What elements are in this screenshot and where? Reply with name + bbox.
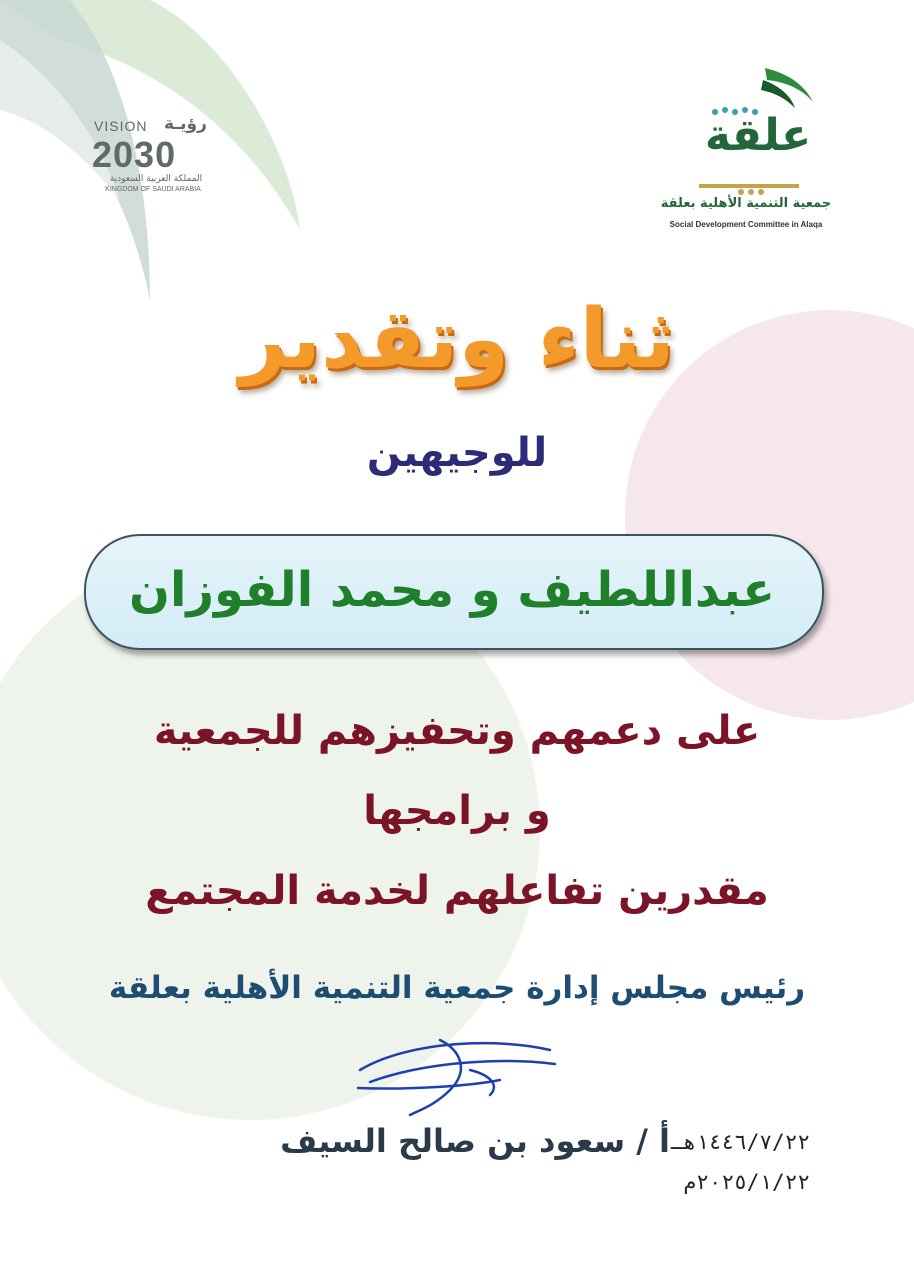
- reason-line-2: و برامجها: [363, 788, 551, 834]
- reason-line-1: على دعمهم وتحفيزهم للجمعية: [153, 708, 761, 754]
- org-name-english: Social Development Committee in Alaqa: [669, 220, 823, 229]
- vision-word: VISION: [94, 118, 148, 134]
- chairman-title: رئيس مجلس إدارة جمعية التنمية الأهلية بعلقة: [108, 970, 806, 1006]
- vision-kingdom-en: KINGDOM OF SAUDI ARABIA: [105, 186, 201, 193]
- date-gregorian: ٢٠٢٥/١/٢٢م: [683, 1170, 810, 1194]
- organization-logo: [655, 66, 837, 236]
- recipient-names: عبداللطيف و محمد الفوزان: [128, 562, 776, 618]
- reason-line-3: مقدرين تفاعلهم لخدمة المجتمع: [145, 868, 769, 914]
- date-hijri: ١٤٤٦/٧/٢٢هـ: [670, 1130, 810, 1154]
- signer-name: أ / سعود بن صالح السيف: [280, 1122, 670, 1160]
- vision-year: 2030: [92, 134, 177, 175]
- certificate-title: ثناء وتقدير: [239, 292, 675, 387]
- signature-icon: [350, 1030, 560, 1120]
- vision-2030-logo: [92, 114, 214, 198]
- recipients-label: للوجيهين: [366, 430, 548, 476]
- logo-mark: علقة: [704, 110, 812, 161]
- vision-kingdom-ar: المملكة العربية السعودية: [109, 174, 203, 184]
- vision-arabic-word: رؤيـة: [164, 114, 207, 134]
- org-name-arabic: جمعية التنمية الأهلية بعلقة: [660, 196, 832, 211]
